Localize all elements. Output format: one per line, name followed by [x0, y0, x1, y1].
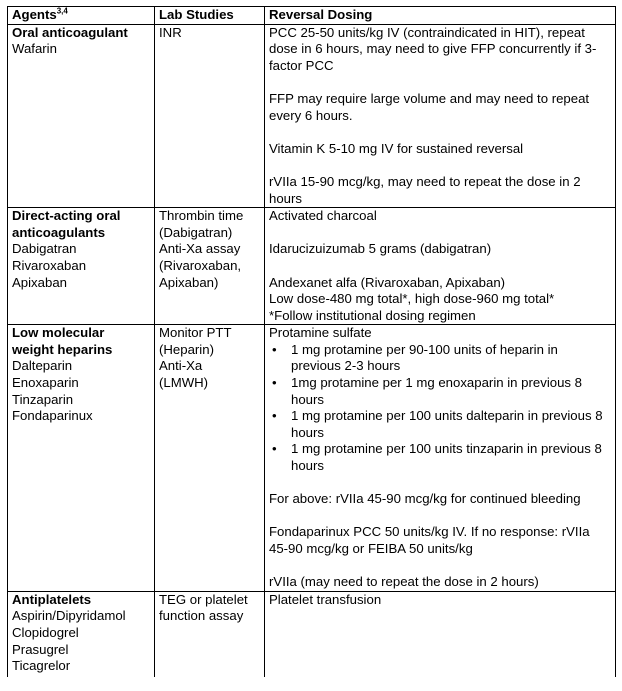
agent-drug: Tinzaparin [12, 391, 74, 407]
lab-study: TEG or platelet [159, 591, 248, 607]
agent-drug: Enoxaparin [12, 375, 79, 391]
agent-drug: Prasugrel [12, 641, 69, 657]
lab-study: Apixaban) [159, 274, 219, 290]
lab-study: Anti-Xa assay [159, 241, 241, 257]
list-item: • 1 mg protamine per 90-100 units of heparin in previous 2-3 hours [269, 342, 611, 375]
reversal-text: For above: rVIIa 45-90 mcg/kg for continued bleeding [269, 491, 581, 507]
lab-study: INR [159, 24, 182, 40]
lab-cell [155, 591, 265, 676]
lab-cell [155, 208, 265, 325]
reversal-cell [265, 325, 616, 592]
lab-study: (Dabigatran) [159, 224, 233, 240]
agents-cell [8, 325, 155, 592]
reversal-text: Activated charcoal [269, 208, 377, 224]
reversal-cell [265, 208, 616, 325]
lab-study: Anti-Xa [159, 358, 203, 374]
agent-drug: Wafarin [12, 41, 57, 57]
agent-drug: Clopidogrel [12, 624, 79, 640]
agent-drug: Apixaban [12, 274, 67, 290]
agent-category: Direct-acting oral [12, 208, 121, 224]
reversal-text: FFP may require large volume and may need to repeat every 6 hours. [269, 90, 590, 123]
lab-study: Thrombin time [159, 208, 244, 224]
protamine-dosing-list [269, 342, 611, 475]
lab-study: (LMWH) [159, 375, 209, 391]
agent-drug: Dalteparin [12, 358, 73, 374]
lab-cell [155, 325, 265, 592]
list-item: • 1mg protamine per 1 mg enoxaparin in previous 8 hours [269, 375, 611, 408]
reversal-text: Low dose-480 mg total*, high dose-960 mg total* [269, 291, 555, 307]
agent-drug: Aspirin/Dipyridamol [12, 608, 126, 624]
reversal-footnote: *Follow institutional dosing regimen [269, 307, 476, 323]
agents-cell [8, 591, 155, 676]
table-header-row [8, 7, 616, 25]
table-row [8, 208, 616, 325]
reversal-text: Vitamin K 5-10 mg IV for sustained reversal [269, 140, 524, 156]
agent-category: Low molecular [12, 325, 105, 341]
lab-study: (Heparin) [159, 341, 214, 357]
table-row [8, 24, 616, 208]
table-row [8, 591, 616, 676]
reversal-text: rVIIa (may need to repeat the dose in 2 hours) [269, 574, 539, 590]
reversal-text: Fondaparinux PCC 50 units/kg IV. If no response: rVIIa 45-90 mcg/kg or FEIBA 50 units/kg [269, 524, 590, 556]
reversal-cell [265, 591, 616, 676]
agent-category: Oral anticoagulant [12, 24, 128, 40]
lab-study: function assay [159, 608, 244, 624]
agent-category: Antiplatelets [12, 591, 92, 607]
header-agents: Agents$^{3,4}$ [8, 7, 155, 25]
reversal-text: rVIIa 15-90 mcg/kg, may need to repeat the dose in 2 hours [269, 173, 581, 206]
reversal-table [7, 6, 616, 677]
agent-drug: Ticagrelor [12, 658, 71, 674]
agent-category: anticoagulants [12, 224, 106, 240]
lab-study: Monitor PTT [159, 325, 232, 341]
agents-cell [8, 24, 155, 208]
reversal-text: Platelet transfusion [269, 591, 382, 607]
header-lab-studies: Lab Studies [155, 7, 265, 25]
lab-cell [155, 24, 265, 208]
reversal-text: Idarucizuizumab 5 grams (dabigatran) [269, 241, 492, 257]
reversal-text: PCC 25-50 units/kg IV (contraindicated in HIT), repeat dose in 6 hours, may need to give FFP concurrently if 3-factor PCC [269, 24, 597, 73]
reversal-text: Andexanet alfa (Rivaroxaban, Apixaban) [269, 274, 506, 290]
header-reversal-dosing: Reversal Dosing [265, 7, 616, 25]
reversal-cell [265, 24, 616, 208]
agent-category: weight heparins [12, 341, 113, 357]
agents-cell [8, 208, 155, 325]
agent-drug: Dabigatran [12, 241, 77, 257]
list-item: • 1 mg protamine per 100 units tinzaparin in previous 8 hours [269, 441, 611, 474]
agent-drug: Rivaroxaban [12, 257, 87, 273]
table-row [8, 325, 616, 592]
list-item: • 1 mg protamine per 100 units dalteparin in previous 8 hours [269, 408, 611, 441]
reversal-text: Protamine sulfate [269, 325, 372, 341]
header-agents-superscript: 3,4 [56, 6, 68, 16]
agent-drug: Fondaparinux [12, 408, 93, 424]
lab-study: (Rivaroxaban, [159, 257, 242, 273]
